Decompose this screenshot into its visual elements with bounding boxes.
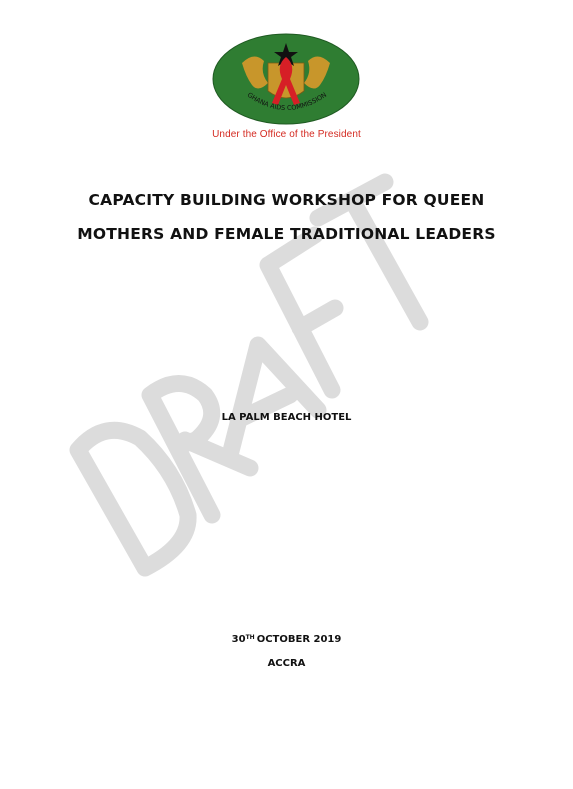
document-title-line-1: CAPACITY BUILDING WORKSHOP FOR QUEEN (88, 191, 485, 209)
ghana-aids-commission-logo (212, 33, 360, 125)
date-suffix: TH (245, 634, 255, 641)
header-subtitle: Under the Office of the President (212, 129, 361, 140)
event-city: ACCRA (267, 658, 306, 669)
date-day: 30 (231, 634, 246, 645)
logo-text: GHANA AIDS COMMISSION (245, 90, 329, 113)
document-title-line-2: MOTHERS AND FEMALE TRADITIONAL LEADERS (77, 225, 496, 243)
date-rest: OCTOBER 2019 (256, 634, 342, 645)
event-date (0, 634, 573, 645)
venue: LA PALM BEACH HOTEL (221, 412, 352, 423)
